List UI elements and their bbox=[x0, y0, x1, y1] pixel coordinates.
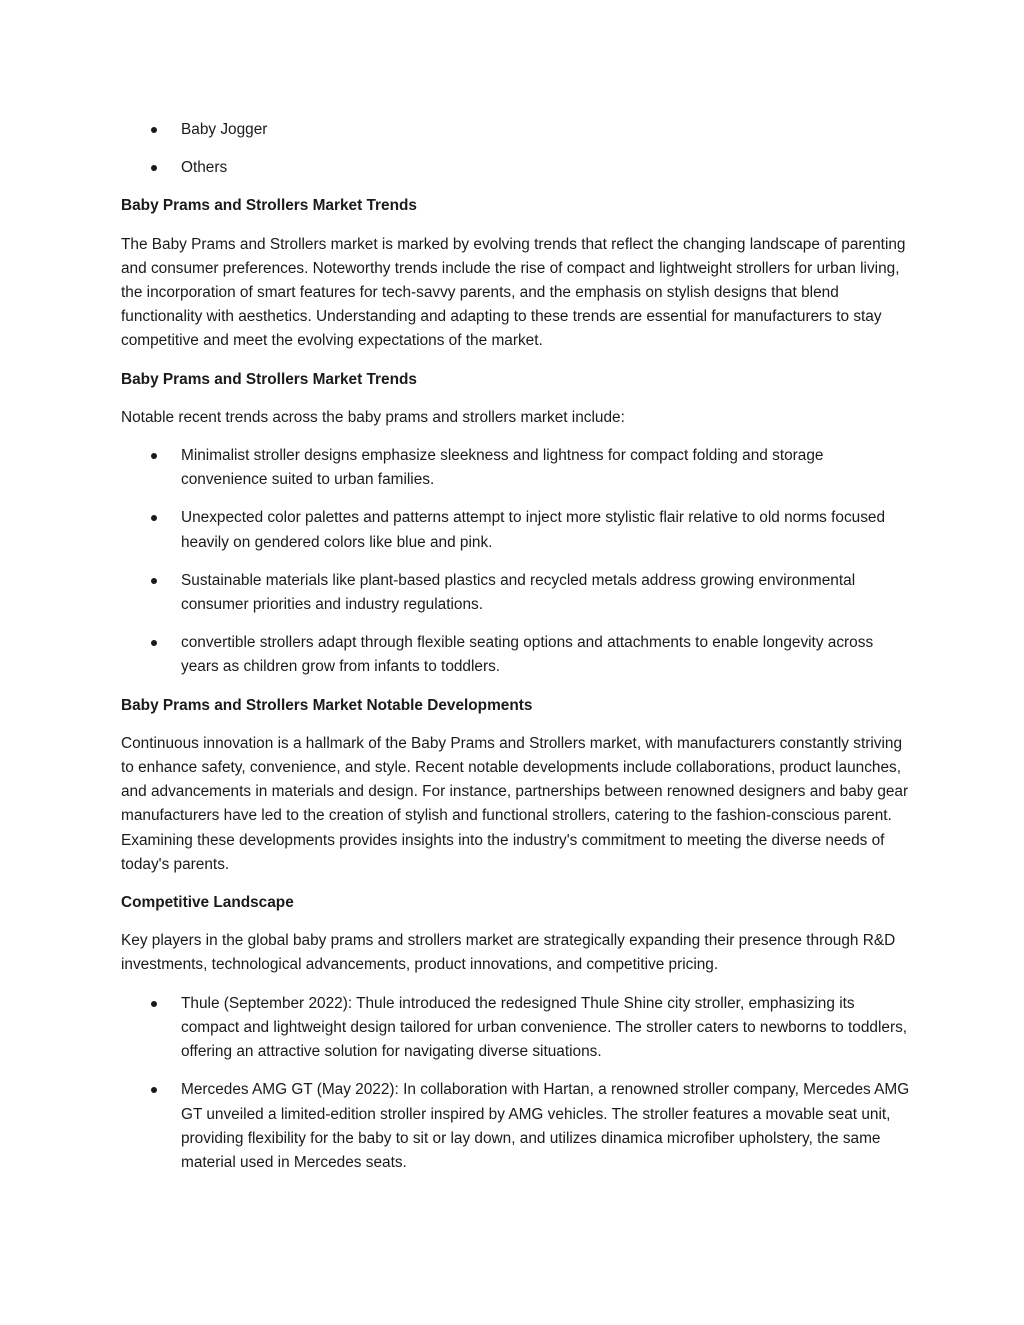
list-item-text: Mercedes AMG GT (May 2022): In collaboration with Hartan, a renowned stroller company, Mercedes AMG GT unveiled a limited-edition stroller inspired by AMG vehicles. The stroller features a movable seat unit, providing flexibility for the baby to sit or lay down, and utilizes dinamica microfiber upholstery, the same material used in Mercedes seats. bbox=[181, 1081, 910, 1171]
list-item bbox=[121, 1078, 911, 1175]
list-item bbox=[121, 444, 911, 492]
list-item bbox=[121, 118, 911, 142]
list-item-text: Minimalist stroller designs emphasize sleekness and lightness for compact folding and storage convenience suited to urban families. bbox=[181, 447, 824, 489]
list-item-text: convertible strollers adapt through flexible seating options and attachments to enable longevity across years as children grow from infants to toddlers. bbox=[181, 634, 874, 676]
list-item bbox=[121, 506, 911, 554]
list-item bbox=[121, 156, 911, 180]
segment-list bbox=[121, 118, 911, 180]
bullet-icon bbox=[151, 127, 157, 133]
list-item-text: Others bbox=[181, 159, 228, 177]
bullet-icon bbox=[151, 1001, 157, 1007]
list-item-text: Sustainable materials like plant-based plastics and recycled metals address growing environmental consumer priorities and industry regulations. bbox=[181, 571, 856, 614]
section-heading-notable-developments: Baby Prams and Strollers Market Notable Developments bbox=[121, 696, 533, 714]
list-item-text: Unexpected color palettes and patterns attempt to inject more stylistic flair relative to old norms focused heavily on gendered colors like blue and pink. bbox=[181, 509, 886, 551]
recent-trends-list bbox=[121, 444, 911, 680]
key-players-list bbox=[121, 992, 911, 1175]
bullet-icon bbox=[151, 165, 157, 171]
bullet-icon bbox=[151, 453, 157, 459]
competitive-landscape-intro: Key players in the global baby prams and strollers market are strategically expanding their presence through R&D investments, technological advancements, product innovations, and competitive pricing. bbox=[121, 932, 896, 974]
list-item-text: Thule (September 2022): Thule introduced the redesigned Thule Shine city stroller, emphasizing its compact and lightweight design tailored for urban convenience. The stroller caters to newborns to toddlers, offering an attractive solution for navigating diverse situations. bbox=[181, 994, 908, 1061]
bullet-icon bbox=[151, 640, 157, 646]
bullet-icon bbox=[151, 1087, 157, 1093]
section-heading-competitive-landscape: Competitive Landscape bbox=[121, 894, 294, 912]
list-item bbox=[121, 992, 911, 1065]
bullet-icon bbox=[151, 578, 157, 584]
list-item bbox=[121, 569, 911, 617]
section-heading-market-trends: Baby Prams and Strollers Market Trends bbox=[121, 197, 417, 215]
bullet-icon bbox=[151, 515, 157, 521]
section-heading-market-trends-2: Baby Prams and Strollers Market Trends bbox=[121, 370, 417, 388]
list-item bbox=[121, 631, 911, 679]
list-item-text: Baby Jogger bbox=[181, 121, 268, 138]
recent-trends-intro: Notable recent trends across the baby prams and strollers market include: bbox=[121, 408, 625, 426]
market-trends-paragraph: The Baby Prams and Strollers market is marked by evolving trends that reflect the changing landscape of parenting and consumer preferences. Noteworthy trends include the rise of compact and lightweight strollers for urban living, the incorporation of smart features for tech-savvy parents, and the emphasis on stylish designs that blend functionality with aesthetics. Understanding and adapting to these trends are essential for manufacturers to stay competitive and meet the evolving expectations of the market. bbox=[121, 235, 906, 350]
document-page bbox=[121, 118, 911, 1189]
notable-developments-paragraph: Continuous innovation is a hallmark of the Baby Prams and Strollers market, with manufacturers constantly striving to enhance safety, convenience, and style. Recent notable developments include collaborations, product launches, and advancements in materials and design. For instance, partnerships between renowned designers and baby gear manufacturers have led to the creation of stylish and functional strollers, catering to the fashion-conscious parent. Examining these developments provides insights into the industry's commitment to meeting the diverse needs of today's parents. bbox=[121, 734, 909, 873]
